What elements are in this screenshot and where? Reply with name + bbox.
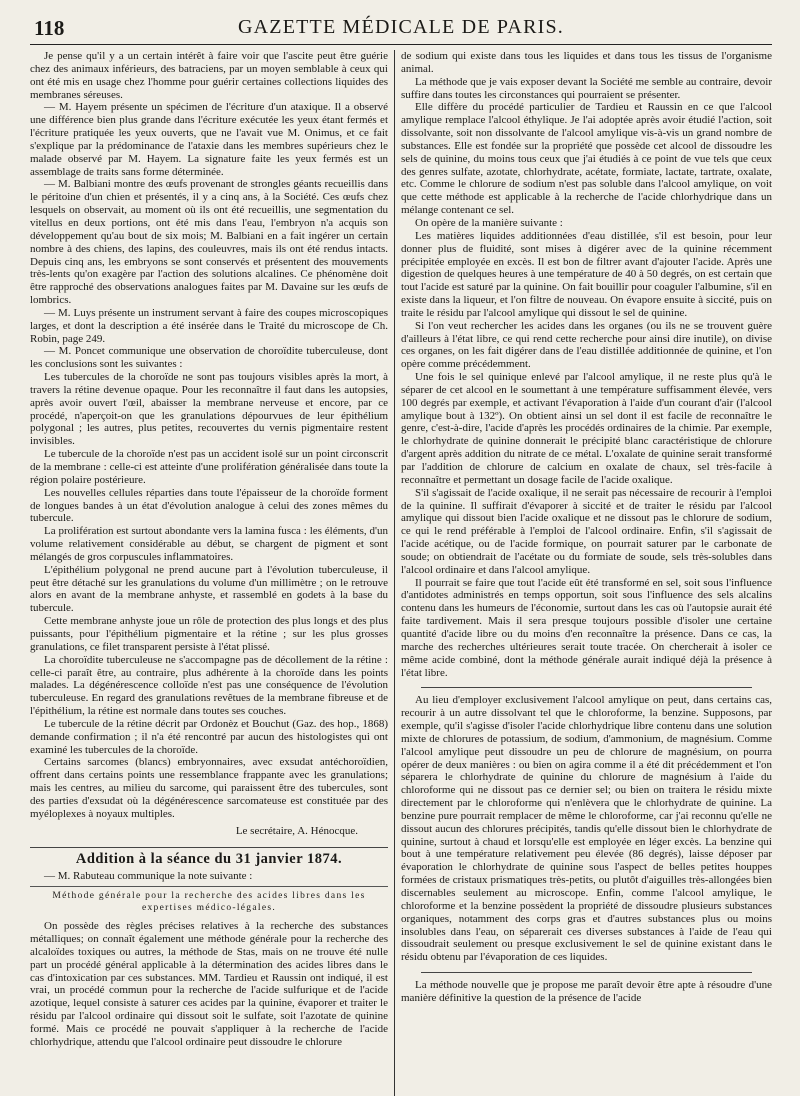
paragraph: Si l'on veut rechercher les acides dans les organes (ou ils ne se trouvent guère d'ailleurs à l'état libre, ce qui rend cette recherche pour ainsi dire inutile), on divise ces organes, on les fait digérer dans de l'eau distillée additionnée de quinine, et l'on opère comme précédemment.: [401, 319, 772, 371]
paragraph: Certains sarcomes (blancs) embryonnaires, avec exsudat antéchoroïdien, offrent dans certains points une ressemblance frappante avec les granulations; mais les centres, au milieu du sarcome, qui paraissent être des tubercules, sont des parties d'exsudat où la dégénérescence sarcomateuse est constituée par des myéloplexes à noyaux multiples.: [30, 756, 388, 820]
paragraph: La méthode que je vais exposer devant la Société me semble au contraire, devoir suffire dans toutes les circonstances qui pourraient se présenter.: [401, 75, 772, 101]
right-column: [401, 50, 772, 1096]
paragraph: de sodium qui existe dans tous les liquides et dans tous les tissus de l'organisme animal.: [401, 50, 772, 75]
paragraph: Au lieu d'employer exclusivement l'alcool amylique on peut, dans certains cas, recourir à un autre dissolvant tel que le chloroforme, la benzine. Supposons, par exemple, qu'il s'agisse d'isoler l'acide chlorhydrique libre contenu dans une solution mixte de chlorures de potassium, de sodium, d'ammonium, de magnésium. Comme l'alcool amylique peut dissoudre un peu de chlorure de magnésium, on pourra opérer de deux manières : ou bien on agira comme il a été dit précédemment et l'on séparera le chlorhydrate de quinine du chlorure de magnésium à l'aide du chloroforme qui ne dissout pas ce dernier sel; ou bien on traitera le résidu mixte directement par le chloroforme qui n'enlèvera que le chlorhydrate de quinine. La benzine pure pourrait remplacer de même le chloroforme, car j'ai reconnu qu'elle ne dissout aucun des chlorures précipités, tandis qu'elle dissout bien le chlorhydrate de quinine, surtout à chaud et lorsqu'elle est employée en léger excès. La benzine qui bout à une température relativement peu élevée (86 degrés), laisse déposer par évaporation le chlorhydrate de quinine sous l'aspect de belles petites houppes formées de cristaux prismatiques très-petits, ou plutôt d'aiguilles très-allongées bien discernables seulement au microscope. Enfin, comme l'alcool amylique, le chloroforme et la benzine possèdent la propriété de dissoudre plusieurs substances organiques, notamment des corps gras et d'autres substances plus ou moins insolubles dans l'eau, on séparerait ces diverses substances à l'aide de l'eau qui dissoudrait seulement ou presque exclusivement le sel de quinine existant dans le résidu obtenu par l'évaporation de ces liquides.: [401, 694, 772, 964]
paragraph: S'il s'agissait de l'acide oxalique, il ne serait pas nécessaire de recourir à l'emploi de la quinine. Il suffirait d'évaporer à siccité et de traiter le résidu par l'alcool amylique qui dissout bien l'acide oxalique et ne dissout pas le chlorure de sodium, ce qui le rend préférable à l'emploi de l'alcool ordinaire. Enfin, s'il s'agissait de l'acide acétique, ou de l'acide formique, on pourrait saturer par le carbonate de soude; on obtiendrait de l'acétate ou du formiate de soude, sels très-solubles dans l'alcool ordinaire et dans l'alcool amylique.: [401, 486, 772, 576]
section-separator: [421, 687, 752, 688]
paragraph: — M. Hayem présente un spécimen de l'écriture d'un ataxique. Il a observé une différence bien plus grande dans l'écriture exécutée les yeux étant fermés et l'écriture pratiquée les yeux ouverts, que ne l'avait vue M. Onimus, et ce fait s'explique par la prédominance de l'ataxie dans les membres supérieurs chez le malade observé par M. Hayem. La signature faite les yeux fermés est un assemblage de traits sans forme déterminée.: [30, 101, 388, 178]
page-header: [30, 14, 772, 45]
addendum-title: Addition à la séance du 31 janvier 1874.: [30, 847, 388, 866]
paragraph: Les tubercules de la choroïde ne sont pas toujours visibles après la mort, à travers la rétine devenue opaque. Pour les reconnaître il faut dans les autopsies, après avoir ouvert l'œil, abaisser la membrane nerveuse et encore, par ce procédé, n'aperçoit-on que les granulations dépourvues de leur épithélium polygonal ; les autres, plus petites, recouvertes du vernis pigmentaire restent invisibles.: [30, 371, 388, 448]
running-title: GAZETTE MÉDICALE DE PARIS.: [237, 16, 564, 38]
paragraph: — M. Rabuteau communique la note suivante :: [44, 870, 253, 883]
paragraph: Je pense qu'il y a un certain intérêt à faire voir que l'ascite peut être guérie chez des animaux inférieurs, des batraciens, par un moyen semblable à ceux qui ont été mis en usage chez l'homme pour guérir certaines collections liquides des membranes séreuses.: [30, 50, 388, 101]
paragraph: — M. Luys présente un instrument servant à faire des coupes microscopiques larges, et dont la description a été insérée dans le Traité du microscope de Ch. Robin, page 249.: [30, 306, 388, 345]
paragraph: Le tubercule de la choroïde n'est pas un accident isolé sur un point circonscrit de la membrane : celle-ci est atteinte d'une prolifération généralisée dans toute la région polaire postérieure.: [30, 448, 388, 486]
paragraph: On possède des règles précises relatives à la recherche des substances métalliques; on connaît également une méthode générale pour la recherche des alcaloïdes toxiques ou autres, la méthode de Stas, mais on ne trouve été nulle part un procédé général applicable à la détermination des acides libres dans le cas d'intoxication par ces substances. MM. Tardieu et Raussin ont indiqué, il est vrai, un procédé commun pour la recherche de l'acide sulfurique et de l'acide azotique, lequel consiste à saturer ces acides par la quinine, évaporer et traiter le résidu par l'alcool ordinaire qui dissout soit le sulfate, soit l'azotate de quinine formé. Mais ce procédé ne pouvait s'appliquer à la recherche de l'acide chlorhydrique, attendu que l'alcool ordinaire peut dissoudre le chlorure: [30, 920, 388, 1048]
paragraph: L'épithélium polygonal ne prend aucune part à l'évolution tuberculeuse, il peut être détaché sur les granulations du volume d'un millimètre ; on le retrouve alors en avant de la membrane anhyste, et rassemblé en godets à la base du tubercule.: [30, 563, 388, 615]
page-number: 118: [34, 16, 65, 40]
paragraph: Les matières liquides additionnées d'eau distillée, s'il est besoin, pour leur donner plus de fluidité, sont mises à digérer avec de la quinine récemment précipitée employée en excès. Il est bon de filtrer avant d'ajouter l'acide. Après une digestion de quelques heures à une température de 40 à 50 degrés, on est certain que tout l'acide est saturé par la quinine. On fait bouillir pour coaguler l'albumine, s'il en existe dans la liqueur, et l'on filtre de nouveau. On évapore ensuite à siccité, puis on traite le résidu par l'alcool amylique qui dissout le sel de quinine.: [401, 229, 772, 319]
paragraph: La prolifération est surtout abondante vers la lamina fusca : les éléments, d'un volume relativement considérable au début, se chargent de pigment et sont mélangés de gros corpuscules inflammatoires.: [30, 525, 388, 563]
paragraph: La choroïdite tuberculeuse ne s'accompagne pas de décollement de la rétine : celle-ci paraît être, au contraire, plus adhérente à la choroïde dans les points malades. La dégénérescence colloïde n'est pas une conséquence de l'évolution tuberculeuse. En regard des granulations revêtues de la membrane fibreuse et de l'épithélium, la rétine est normale dans toutes ses couches.: [30, 653, 388, 718]
section-title: Méthode générale pour la recherche des acides libres dans les expertises médico-légales.: [30, 886, 388, 914]
text-columns: [30, 50, 772, 1096]
paragraph: — M. Balbiani montre des œufs provenant de strongles géants recueillis dans le péritoine d'un chien et présentés, il y a cinq ans, à la Société. Ces œufs chez lesquels on observait, au moment où ils ont été recueillis, une segmentation du vitellus en deux portions, ont été mis dans l'eau, l'embryon n'a acquis son développement qu'au bout de six mois; M. Balbiani en a fait ingérer un certain nombre à des chiens, des lapins, des couleuvres, mais ils ont été rendus intacts. Depuis cinq ans, les embryons se sont conservés et présentent des mouvements très-lents qu'on exagère par l'action des solutions alcalines. Ce phénomène doit être rapproché des observations analogues faites par M. Davaine sur les œufs de lombrics.: [30, 178, 388, 307]
secretary-signature: Le secrétaire, A. Hénocque.: [235, 824, 358, 837]
paragraph: Une fois le sel quinique enlevé par l'alcool amylique, il ne reste plus qu'à le séparer de cet alcool en le soumettant à une température suffisamment élevée, vers 100 degrés par exemple, et activant l'évaporation à l'aide d'un courant d'air (l'alcool amylique bout à 132º). On obtient ainsi un sel dont il est facile de reconnaître le genre, c'est-à-dire, l'acide d'après les procédés ordinaires de la chimie. Par exemple, le chlorhydrate de quinine donnerait le précipité blanc caractéristique de chlorure d'argent après addition du nitrate de ce métal. L'oxalate de quinine serait transformé par l'addition de chlorure de calcium en oxalate de chaux, sel très-facile à reconnaître et permettant un dosage facile de l'acide oxalique.: [401, 371, 772, 486]
paragraph: — M. Poncet communique une observation de choroïdite tuberculeuse, dont les conclusions sont les suivantes :: [30, 345, 388, 371]
paragraph: On opère de la manière suivante :: [415, 216, 563, 229]
paragraph: Il pourrait se faire que tout l'acide eût été transformé en sel, soit sous l'influence d'antidotes administrés en temps opportun, soit sous l'influence des sels alcalins contenu dans les humeurs de l'économie, surtout dans les cas où l'autopsie aurait été faite tardivement. Mais il sera presque toujours possible d'isoler une certaine quantité d'acide libre ou du moins d'en reconnaître la présence. Dans ce cas, la marche des recherches ultérieures serait toute tracée. On chercherait à isoler ce même acide combiné, dont la méthode générale aurait indiqué déjà la présence à l'état libre.: [401, 576, 772, 679]
paragraph: Elle diffère du procédé particulier de Tardieu et Raussin en ce que l'alcool amylique remplace l'alcool éthylique. Je l'ai adoptée après avoir étudié l'action, soit dissolvante, soit non dissolvante de l'alcool amylique vis-à-vis un grand nombre de substances. Elle est fondée sur la propriété que possède cet alcool de dissoudre les sels de quinine, du moins tous ceux que j'ai étudiés à ce point de vue tels que ceux des genres sulfate, azotate, chlorhydrate, acétate, formiate, lactate, tartrate, oxalate, etc. Comme le chlorure de sodium n'est pas soluble dans l'alcool amylique, on voit que cette méthode est applicable à la recherche de l'acide chlorhydrique dans un mélange contenant ce sel.: [401, 101, 772, 217]
paragraph: Les nouvelles cellules réparties dans toute l'épaisseur de la choroïde forment de longues bandes à un état d'évolution analogue à celui des zones mêmes du tubercule.: [30, 486, 388, 525]
column-divider: [394, 50, 395, 1096]
section-separator: [421, 972, 752, 973]
paragraph: La méthode nouvelle que je propose me paraît devoir être apte à résoudre d'une manière définitive la question de la présence de l'acide: [401, 979, 772, 1004]
paragraph: Le tubercule de la rétine décrit par Ordonèz et Bouchut (Gaz. des hop., 1868) demande confirmation ; il n'a été rencontré par aucun des histologistes qui ont examiné les tubercules de la choroïde.: [30, 717, 388, 756]
left-column: [30, 50, 388, 1096]
paragraph: Cette membrane anhyste joue un rôle de protection des plus longs et des plus puissants, pour l'épithélium pigmentaire et la rétine ; sur les plus grosses granulations, ce filet transparent persiste à l'état plissé.: [30, 615, 388, 653]
